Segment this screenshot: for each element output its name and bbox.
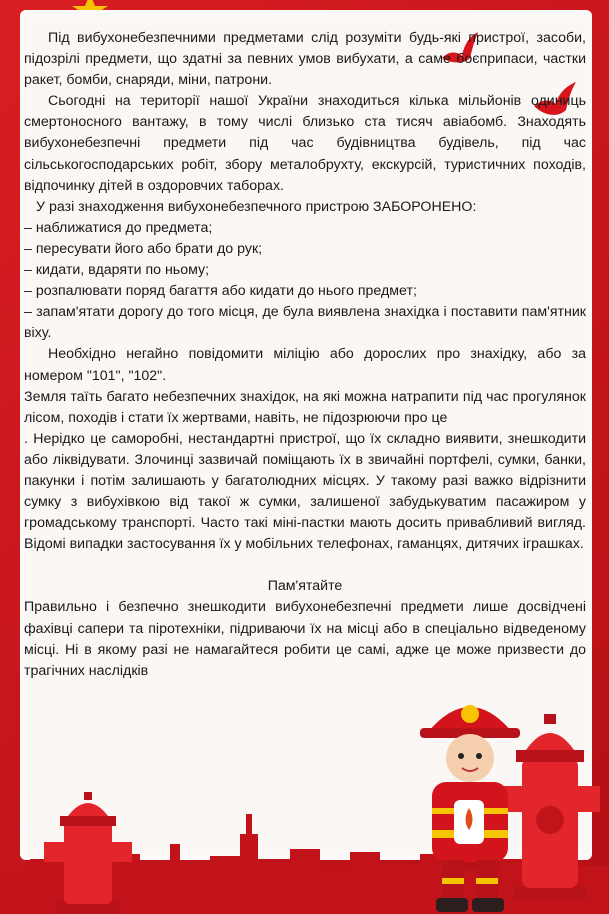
- firefighter-icon: [410, 690, 530, 914]
- document-text: [24, 28, 586, 682]
- paragraph-report: Необхідно негайно повідомити міліцію або дорослих про знахідку, або за номером "101", "102".: [24, 346, 586, 384]
- paragraph-homemade: . Нерідко це саморобні, нестандартні пристрої, що їх складно виявити, знешкодити або ліквідувати. Злочинці зазвичай поміщають їх в звичайні портфелі, сумки, банки, пакунки і потім залишають у багатолюдних місцях. У такому разі важко відрізнити сумку з вибухівкою від такої ж сумки, залишеної забудькуватим пасажиром у громадському транспорті. Часто такі міні-пастки мають досить привабливий вигляд. Відомі випадки застосування їх у мобільних телефонах, гаманцях, дитячих іграшках.: [24, 430, 586, 553]
- fire-hydrant-icon: [38, 790, 138, 914]
- list-item: – кидати, вдаряти по ньому;: [24, 262, 210, 279]
- paragraph-forbidden-heading: У разі знаходження вибухонебезпечного пристрою ЗАБОРОНЕНО:: [36, 198, 477, 215]
- list-item: – пересувати його або брати до рук;: [24, 240, 263, 257]
- list-item: – наближатися до предмета;: [24, 219, 213, 236]
- remember-heading: Пам'ятайте: [267, 578, 343, 595]
- paragraph-definition: Під вибухонебезпечними предметами слід розуміти будь-які пристрої, засоби, підозрілі предмети, що здатні за певних умов вибухати, а саме боєприпаси, частки ракет, бомби, снаряди, міни, патрони.: [24, 30, 586, 89]
- list-item: – розпалювати поряд багаття або кидати до нього предмет;: [24, 283, 417, 300]
- list-item: – запам'ятати дорогу до того місця, де була виявлена знахідка і поставити пам'ятник віху.: [24, 304, 586, 342]
- paragraph-earth: Земля таїть багато небезпечних знахідок, на які можна натрапити під час прогулянок лісом, походів і стати їх жертвами, навіть, не підозрюючи про це: [24, 388, 586, 426]
- paragraph-specialists: Правильно і безпечно знешкодити вибухонебезпечні предмети лише досвідчені фахівці сапери та піротехніки, підриваючи їх на місці або в спеціально відведеному місці. Ні в якому разі не намагайтеся робити це самі, адже це може призвести до трагічних наслідків: [24, 599, 586, 679]
- paragraph-ukraine: Сьогодні на території нашої України знаходиться кілька мільйонів одиниць смертоносного вантажу, в тому числі близько ста тисяч авіабомб. Знаходять вибухонебезпечні предмети під час будівництва будівель, під час сільськогосподарських робіт, збору металобрухту, екскурсій, туристичних походів, відпочинку дітей в оздоровчих таборах.: [24, 93, 586, 194]
